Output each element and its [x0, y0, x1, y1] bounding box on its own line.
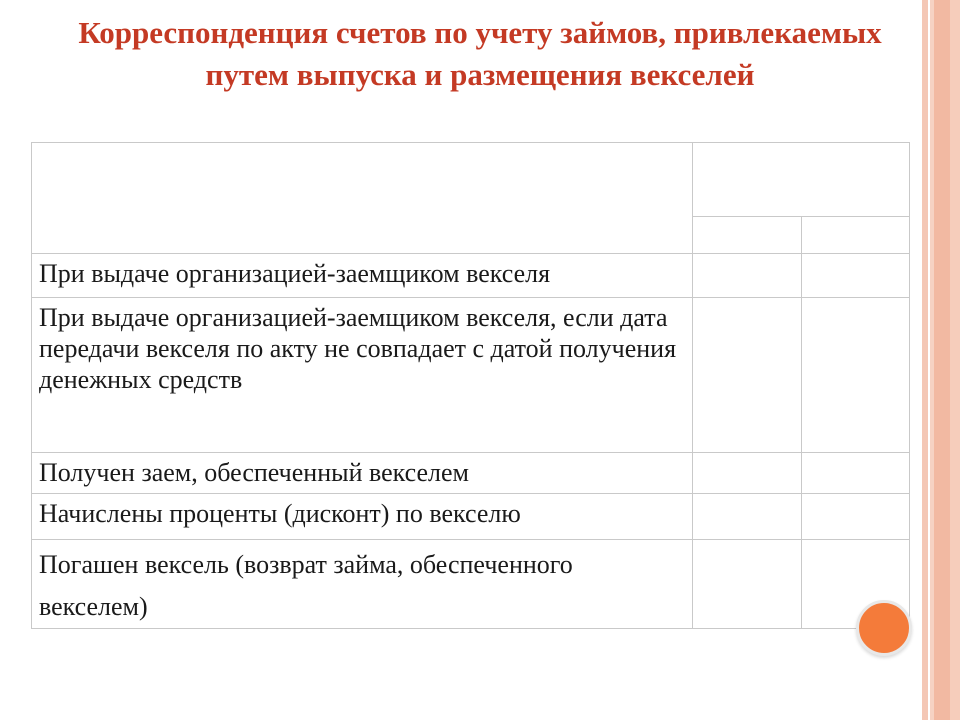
header-cell-blank — [32, 143, 693, 254]
row-description-cell — [32, 298, 693, 453]
table-row — [32, 494, 910, 540]
header-cell-debit — [693, 217, 802, 254]
header-cell-accounts — [693, 143, 910, 217]
row-description: При выдаче организацией-заемщиком векселя, если дата передачи векселя по акту не совпадает с датой получения денежных средств — [39, 303, 677, 394]
decor-stripe — [950, 0, 960, 720]
row-description-cell — [32, 494, 693, 540]
row-description: Начислены проценты (дисконт) по векселю — [39, 499, 521, 528]
row-description: Получен заем, обеспеченный векселем — [39, 458, 470, 487]
table-row — [32, 453, 910, 494]
debit-cell — [693, 540, 802, 629]
table-row — [32, 298, 910, 453]
row-description: При выдаче организацией-заемщиком векселя — [39, 259, 551, 288]
credit-cell — [801, 453, 910, 494]
row-description-cell — [32, 453, 693, 494]
table-header-row — [32, 143, 910, 217]
table-row — [32, 540, 910, 629]
row-description: Погашен вексель (возврат займа, обеспеченного векселем) — [39, 550, 573, 621]
slide-title: Корреспонденция счетов по учету займов, привлекаемых путем выпуска и размещения векселей — [78, 15, 882, 92]
decor-stripe — [922, 0, 928, 720]
debit-cell — [693, 453, 802, 494]
debit-cell — [693, 494, 802, 540]
decor-orange-circle — [856, 600, 912, 656]
credit-cell — [801, 494, 910, 540]
debit-cell — [693, 254, 802, 298]
row-description-cell — [32, 540, 693, 629]
decor-stripe — [934, 0, 950, 720]
table-row — [32, 254, 910, 298]
debit-cell — [693, 298, 802, 453]
credit-cell — [801, 298, 910, 453]
credit-cell — [801, 254, 910, 298]
header-cell-credit — [801, 217, 910, 254]
correspondence-table — [31, 142, 910, 629]
row-description-cell — [32, 254, 693, 298]
